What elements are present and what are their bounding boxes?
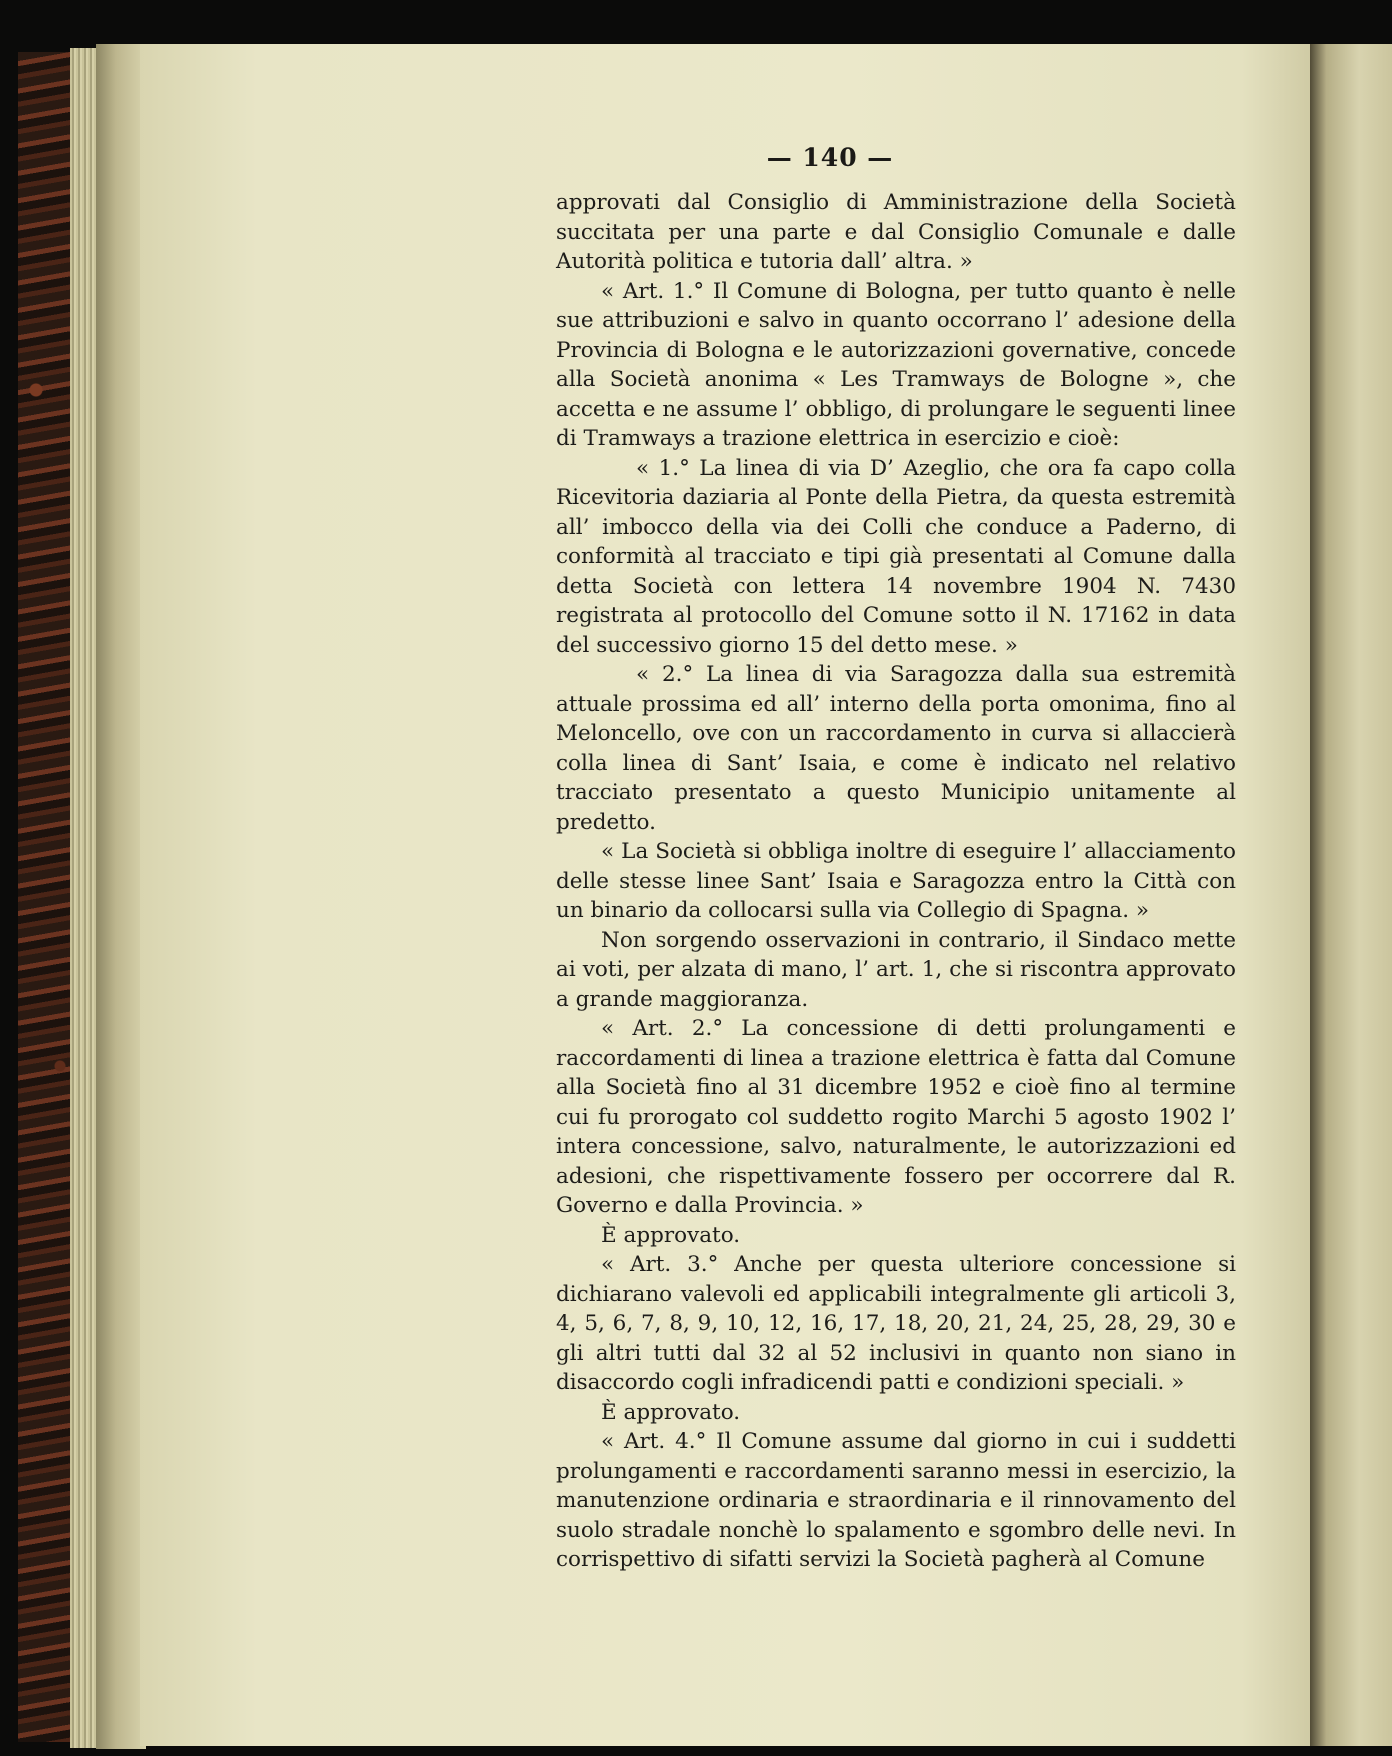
next-page-edge [1310,44,1392,1746]
page-number: — 140 — [766,143,894,172]
paragraph: « Art. 1.° Il Comune di Bologna, per tutto quanto è nelle sue attribuzioni e salvo in quanto occorrano l’ adesione della Provincia di Bologna e le autorizzazioni governative, concede alla Società anonima « Les Tramways de Bologne », che accetta e ne assume l’ obbligo, di prolungare le seguenti linee di Tramways a trazione elettrica in esercizio e cioè: [556,278,1236,451]
paragraph: È approvato. [601,1399,741,1425]
paragraph: approvati dal Consiglio di Amministrazione della Società succitata per una parte e dal Consiglio Comunale e dalle Autorità politica e tutoria dall’ altra. » [556,190,1236,274]
spine-shadow [96,44,146,1749]
paragraph: È approvato. [601,1222,741,1248]
paragraph: « La Società si obbliga inoltre di eseguire l’ allacciamento delle stesse linee Sant’ Isaia e Saragozza entro la Città con un binario da collocarsi sulla via Collegio di Spagna. » [556,839,1236,923]
paragraph: Non sorgendo osservazioni in contrario, il Sindaco mette ai voti, per alzata di mano, l’ art. 1, che si riscontra approvato a grande maggioranza. [556,927,1236,1012]
page-body [556,188,1236,1575]
book-cover-marbled [18,52,78,1742]
paragraph: « 1.° La linea di via D’ Azeglio, che ora fa capo colla Ricevitoria daziaria al Ponte della Pietra, da questa estremità all’ imbocco della via dei Colli che conduce a Paderno, di conformità al tracciato e tipi già presentati al Comune dalla detta Società con lettera 14 novembre 1904 N. 7430 registrata al protocollo del Comune sotto il N. 17162 in data del successivo giorno 15 del detto mese. » [556,455,1236,658]
paragraph: « 2.° La linea di via Saragozza dalla sua estremità attuale prossima ed all’ interno della porta omonima, fino al Meloncello, ove con un raccordamento in curva si allaccierà colla linea di Sant’ Isaia, e come è indicato nel relativo tracciato presentato a questo Municipio unitamente al predetto. [556,662,1236,835]
paragraph: « Art. 3.° Anche per questa ulteriore concessione si dichiarano valevoli ed applicabili integralmente gli articoli 3, 4, 5, 6, 7, 8, 9, 10, 12, 16, 17, 18, 20, 21, 24, 25, 28, 29, 30 e gli altri tutti dal 32 al 52 inclusivi in quanto non siano in disaccordo cogli infradicendi patti e condizioni speciali. » [556,1252,1236,1395]
paragraph: « Art. 4.° Il Comune assume dal giorno in cui i suddetti prolungamenti e raccordamenti saranno messi in esercizio, la manutenzione ordinaria e straordinaria e il rinnovamento del suolo stradale nonchè lo spalamento e sgombro delle nevi. In corrispettivo di sifatti servizi la Società pagherà al Comune [556,1429,1236,1572]
paragraph: « Art. 2.° La concessione di detti prolungamenti e raccordamenti di linea a trazione elettrica è fatta dal Comune alla Società fino al 31 dicembre 1952 e cioè fino al termine cui fu prorogato col suddetto rogito Marchi 5 agosto 1902 l’ intera concessione, salvo, naturalmente, le autorizzazioni ed adesioni, che rispettivamente fossero per occorrere dal R. Governo e dalla Provincia. » [556,1016,1236,1218]
